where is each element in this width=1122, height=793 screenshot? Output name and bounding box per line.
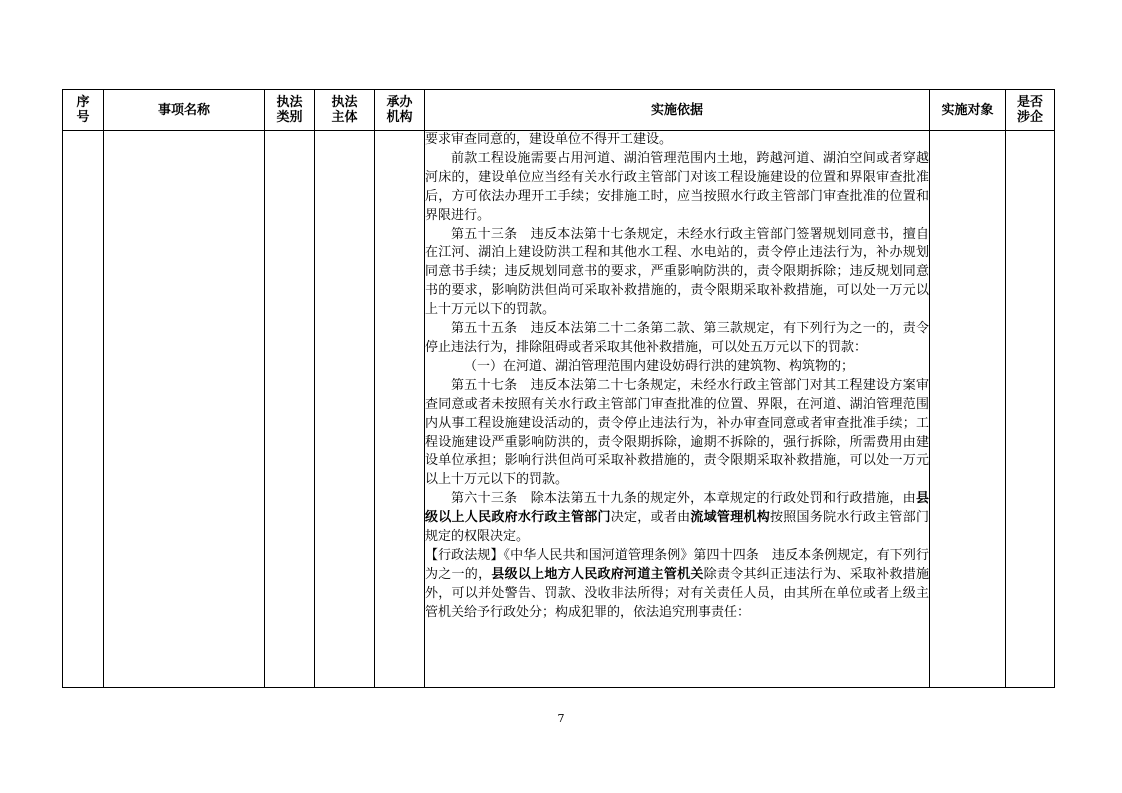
basis-text: 【行政法规】《中华人民共和国河道管理条例》第四十四条 违反本条例规定，有下列行为之一的， xyxy=(425,547,929,582)
basis-text: 按照国务院水行政主管部门规定的权限决定。 xyxy=(425,510,929,545)
basis-paragraph xyxy=(425,547,929,623)
header-basis: 实施依据 xyxy=(425,90,930,131)
cell-name xyxy=(104,131,265,688)
header-agency: 承办机构 xyxy=(375,90,425,131)
basis-paragraph: 前款工程设施需要占用河道、湖泊管理范围内土地，跨越河道、湖泊空间或者穿越河床的，建设单位应当经有关水行政主管部门对该工程设施建设的位置和界限审查批准后，方可依法办理开工手续；安排施工时，应当按照水行政主管部门审查批准的位置和界限进行。 xyxy=(425,150,929,223)
basis-paragraph: 第五十七条 违反本法第二十七条规定，未经水行政主管部门对其工程建设方案审查同意或者未按照有关水行政主管部门审查批准的位置、界限，在河道、湖泊管理范围内从事工程设施建设活动的，责令停止违法行为，补办审查同意或者审查批准手续；工程设施建设严重影响防洪的，责令限期拆除，逾期不拆除的，强行拆除，所需费用由建设单位承担；影响行洪但尚可采取补救措施的，责令限期采取补救措施，可以处一万元以上十万元以下的罚款。 xyxy=(425,377,929,488)
basis-bold-authority: 流域管理机构 xyxy=(690,510,771,526)
cell-basis xyxy=(425,131,930,688)
basis-paragraph: （一）在河道、湖泊管理范围内建设妨碍行洪的建筑物、构筑物的； xyxy=(464,358,855,374)
basis-bold-authority: 县级以上地方人民政府河道主管机关 xyxy=(491,566,704,582)
header-name: 事项名称 xyxy=(104,90,265,131)
header-seq: 序号 xyxy=(63,90,104,131)
cell-enterprise xyxy=(1006,131,1055,688)
basis-text: 除责令其纠正违法行为、采取补救措施外，可以并处警告、罚款、没收非法所得；对有关责任人员，由其所在单位或者上级主管机关给予行政处分；构成犯罪的，依法追究刑事责任： xyxy=(425,566,929,620)
cell-exec-type xyxy=(265,131,315,688)
cell-agency xyxy=(375,131,425,688)
header-exec-type: 执法类别 xyxy=(265,90,315,131)
header-exec-subject: 执法主体 xyxy=(315,90,375,131)
basis-text: 第六十三条 除本法第五十九条的规定外，本章规定的行政处罚和行政措施，由 xyxy=(451,491,916,507)
page-number: 7 xyxy=(557,712,565,725)
basis-paragraph: 要求审查同意的，建设单位不得开工建设。 xyxy=(425,132,673,147)
basis-text: 决定，或者由 xyxy=(610,510,691,526)
basis-paragraph xyxy=(425,490,929,547)
table-row xyxy=(63,131,1055,688)
basis-paragraph: 第五十三条 违反本法第十七条规定，未经水行政主管部门签署规划同意书，擅自在江河、湖泊上建设防洪工程和其他水工程、水电站的，责令停止违法行为，补办规划同意书手续；违反规划同意书的要求，严重影响防洪的，责令限期拆除；违反规划同意书的要求，影响防洪但尚可采取补救措施的，责令限期采取补救措施，可以处一万元以上十万元以下的罚款。 xyxy=(425,226,929,318)
cell-target xyxy=(930,131,1006,688)
cell-exec-subject xyxy=(315,131,375,688)
enforcement-table xyxy=(62,89,1055,688)
basis-paragraph: 第五十五条 违反本法第二十二条第二款、第三款规定，有下列行为之一的，责令停止违法行为，排除阻碍或者采取其他补救措施，可以处五万元以下的罚款： xyxy=(425,321,929,355)
header-target: 实施对象 xyxy=(930,90,1006,131)
header-row xyxy=(63,90,1055,131)
cell-seq xyxy=(63,131,104,688)
header-enterprise: 是否涉企 xyxy=(1006,90,1055,131)
basis-bold-authority: 县级以上人民政府水行政主管部门 xyxy=(425,491,929,526)
